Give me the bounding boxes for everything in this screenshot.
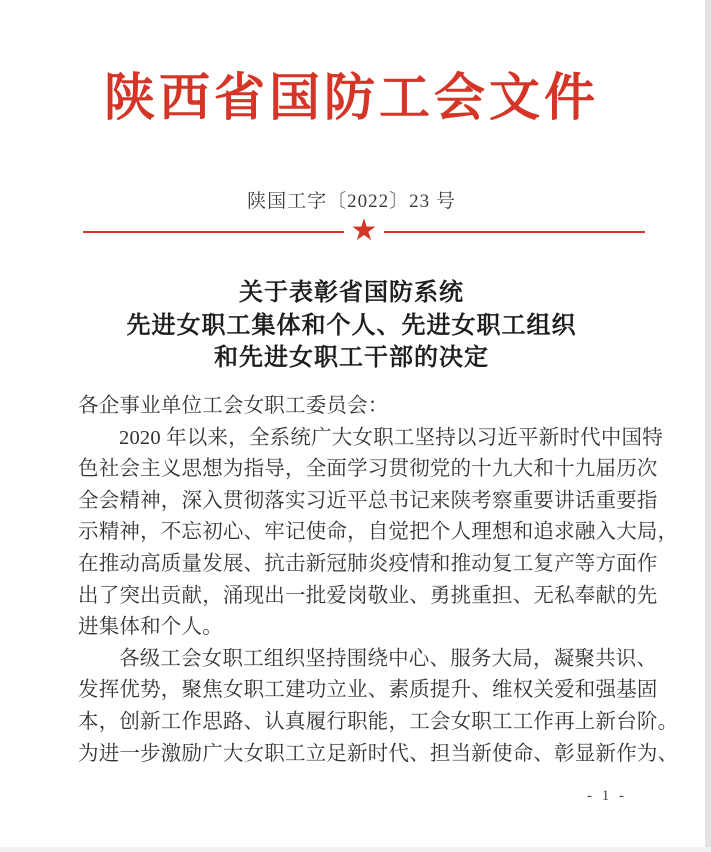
body-line: 为进一步激励广大女职工立足新时代、担当新使命、彰显新作为、 [78,742,679,765]
body-line: 出了突出贡献，涌现出一批爱岗敬业、勇挑重担、无私奉献的先 [78,584,658,607]
body-line: 进集体和个人。 [78,616,223,639]
red-rule-right [384,231,645,233]
document-body [78,391,679,770]
letterhead-title: 陕西省国防工会文件 [103,71,599,127]
star-icon: ★ [350,213,378,248]
red-rule-left [83,231,344,233]
scan-edge-bottom [0,847,711,852]
body-line: 各级工会女职工组织坚持围绕中心、服务大局，凝聚共识、 [119,647,658,670]
salutation-line: 各企事业单位工会女职工委员会： [78,395,389,417]
title-line-2: 先进女职工集体和个人、先进女职工组织 [126,312,577,339]
body-line: 发挥优势，聚焦女职工建功立业、素质提升、维权关爱和强基固 [78,679,658,702]
document-title [0,277,703,375]
scan-edge-right [705,0,711,852]
red-separator [83,213,645,248]
title-line-1: 关于表彰省国防系统 [239,280,464,306]
page-number: - 1 - [587,788,627,804]
body-line: 示精神，不忘初心、牢记使命，自觉把个人理想和追求融入大局， [78,521,679,544]
body-line: 色社会主义思想为指导，全面学习贯彻党的十九大和十九届历次 [78,458,658,481]
title-line-3: 和先进女职工干部的决定 [214,345,489,371]
body-line: 2020 年以来，全系统广大女职工坚持以习近平新时代中国特 [119,426,663,449]
body-line: 本，创新工作思路、认真履行职能，工会女职工工作再上新台阶。 [78,710,679,733]
body-line: 全会精神，深入贯彻落实习近平总书记来陕考察重要讲话重要指 [78,489,658,512]
body-line: 在推动高质量发展、抗击新冠肺炎疫情和推动复工复产等方面作 [78,552,658,575]
doc-number: 陕国工字〔2022〕23 号 [247,191,456,212]
